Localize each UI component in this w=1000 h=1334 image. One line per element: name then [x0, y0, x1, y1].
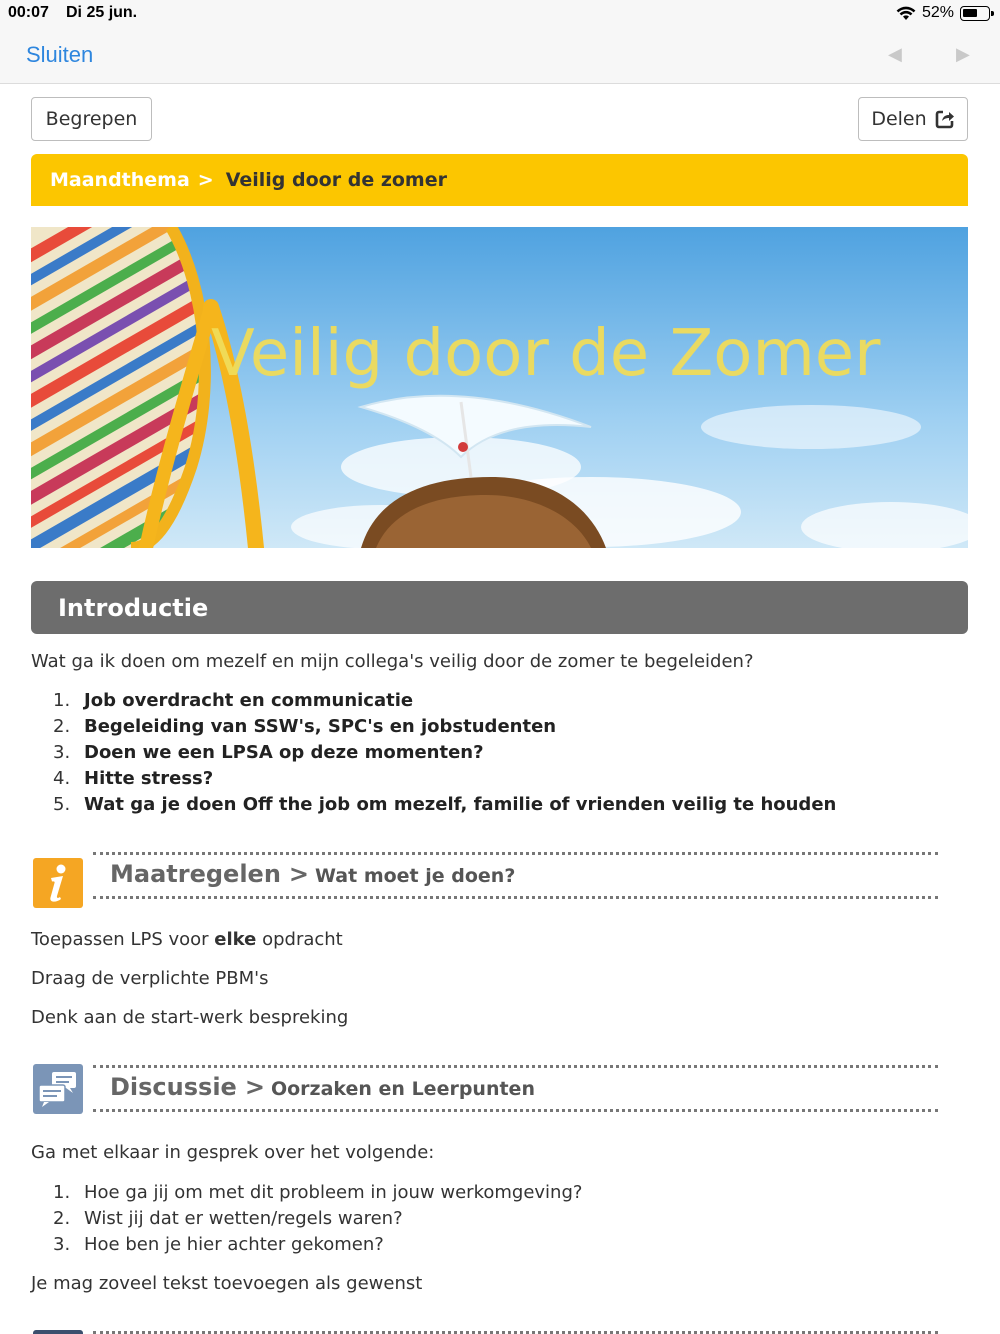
discussie-intro: Ga met elkaar in gesprek over het volgende:: [31, 1142, 435, 1163]
maatregelen-line-1-end: opdracht: [256, 929, 343, 950]
list-item-text: Wist jij dat er wetten/regels waren?: [84, 1208, 403, 1229]
info-icon: [33, 858, 83, 908]
list-item-text: Begeleiding van SSW's, SPC's en jobstudenten: [84, 716, 557, 737]
list-item: [31, 792, 836, 818]
external-share-icon: [935, 109, 955, 129]
list-item-number: 1.: [53, 1182, 71, 1203]
chat-bubbles-icon: [33, 1064, 83, 1114]
triangle-left-icon[interactable]: ◀: [888, 44, 902, 65]
list-item-text: Wat ga je doen Off the job om mezelf, familie of vrienden veilig te houden: [84, 794, 837, 815]
intro-section-title: Introductie: [58, 593, 209, 622]
discussie-list: [31, 1180, 582, 1258]
list-item-text: Hitte stress?: [84, 768, 214, 789]
list-item-number: 1.: [53, 690, 71, 711]
maatregelen-line-2: Draag de verplichte PBM's: [31, 968, 269, 989]
list-item: [31, 1206, 582, 1232]
intro-list: [31, 688, 836, 818]
maatregelen-line-1-emphasis: elke: [214, 929, 257, 950]
battery-icon: [960, 6, 990, 21]
understood-button-label: Begrepen: [45, 108, 138, 130]
navigation-bar: [0, 28, 1000, 84]
battery-percent: 52%: [922, 4, 955, 21]
breadcrumb: [31, 154, 968, 206]
list-item-number: 3.: [53, 1234, 71, 1255]
divider-bottom: [93, 896, 938, 899]
discussie-separator: >: [244, 1073, 265, 1101]
divider-top: [93, 1065, 938, 1068]
list-item-number: 2.: [53, 1208, 71, 1229]
status-bar: [0, 0, 1000, 28]
list-item: [31, 740, 836, 766]
breadcrumb-parent-link[interactable]: Maandthema: [50, 169, 190, 191]
next-block-header-partial: [31, 1330, 938, 1334]
list-item: [31, 714, 836, 740]
list-item-number: 4.: [53, 768, 71, 789]
banner-image: [31, 227, 968, 548]
maatregelen-title: [110, 860, 515, 888]
divider-bottom: [93, 1109, 938, 1112]
maatregelen-subtitle: Wat moet je doen?: [315, 865, 516, 887]
triangle-right-icon[interactable]: ▶: [956, 44, 970, 65]
list-item: [31, 766, 836, 792]
discussie-subtitle: Oorzaken en Leerpunten: [270, 1078, 535, 1100]
status-date: Di 25 jun.: [66, 4, 138, 21]
breadcrumb-current: Veilig door de zomer: [225, 169, 447, 191]
intro-section-header: [31, 581, 968, 634]
divider-top: [93, 852, 938, 855]
discussie-title-text: Discussie: [110, 1073, 237, 1101]
list-item-text: Doen we een LPSA op deze momenten?: [84, 742, 484, 763]
list-item-text: Hoe ben je hier achter gekomen?: [84, 1234, 384, 1255]
maatregelen-line-1: [31, 929, 343, 950]
close-link[interactable]: Sluiten: [26, 42, 94, 67]
list-item: [31, 1232, 582, 1258]
maatregelen-line-1-start: Toepassen LPS voor: [31, 929, 215, 950]
list-item: [31, 1180, 582, 1206]
breadcrumb-separator: >: [197, 169, 214, 191]
share-button[interactable]: [858, 97, 968, 141]
understood-button[interactable]: [31, 97, 152, 141]
banner-title: Veilig door de Zomer: [211, 317, 881, 391]
maatregelen-header: [31, 858, 938, 918]
discussie-header: [31, 1071, 938, 1131]
discussie-title: [110, 1073, 535, 1101]
list-item-number: 3.: [53, 742, 71, 763]
maatregelen-title-text: Maatregelen: [110, 860, 281, 888]
list-item-number: 2.: [53, 716, 71, 737]
maatregelen-separator: >: [288, 860, 310, 888]
list-item-number: 5.: [53, 794, 71, 815]
wifi-icon: [896, 5, 916, 26]
list-item: [31, 688, 836, 714]
list-item-text: Hoe ga jij om met dit probleem in jouw werkomgeving?: [84, 1182, 583, 1203]
share-button-label: Delen: [871, 108, 927, 130]
maatregelen-line-3: Denk aan de start-werk bespreking: [31, 1007, 349, 1028]
discussie-footer-note: Je mag zoveel tekst toevoegen als gewenst: [31, 1273, 423, 1294]
list-item-text: Job overdracht en communicatie: [84, 690, 414, 711]
next-block-icon: [33, 1330, 83, 1334]
intro-question: Wat ga ik doen om mezelf en mijn collega's veilig door de zomer te begeleiden?: [31, 651, 754, 672]
status-time: 00:07: [8, 4, 49, 21]
